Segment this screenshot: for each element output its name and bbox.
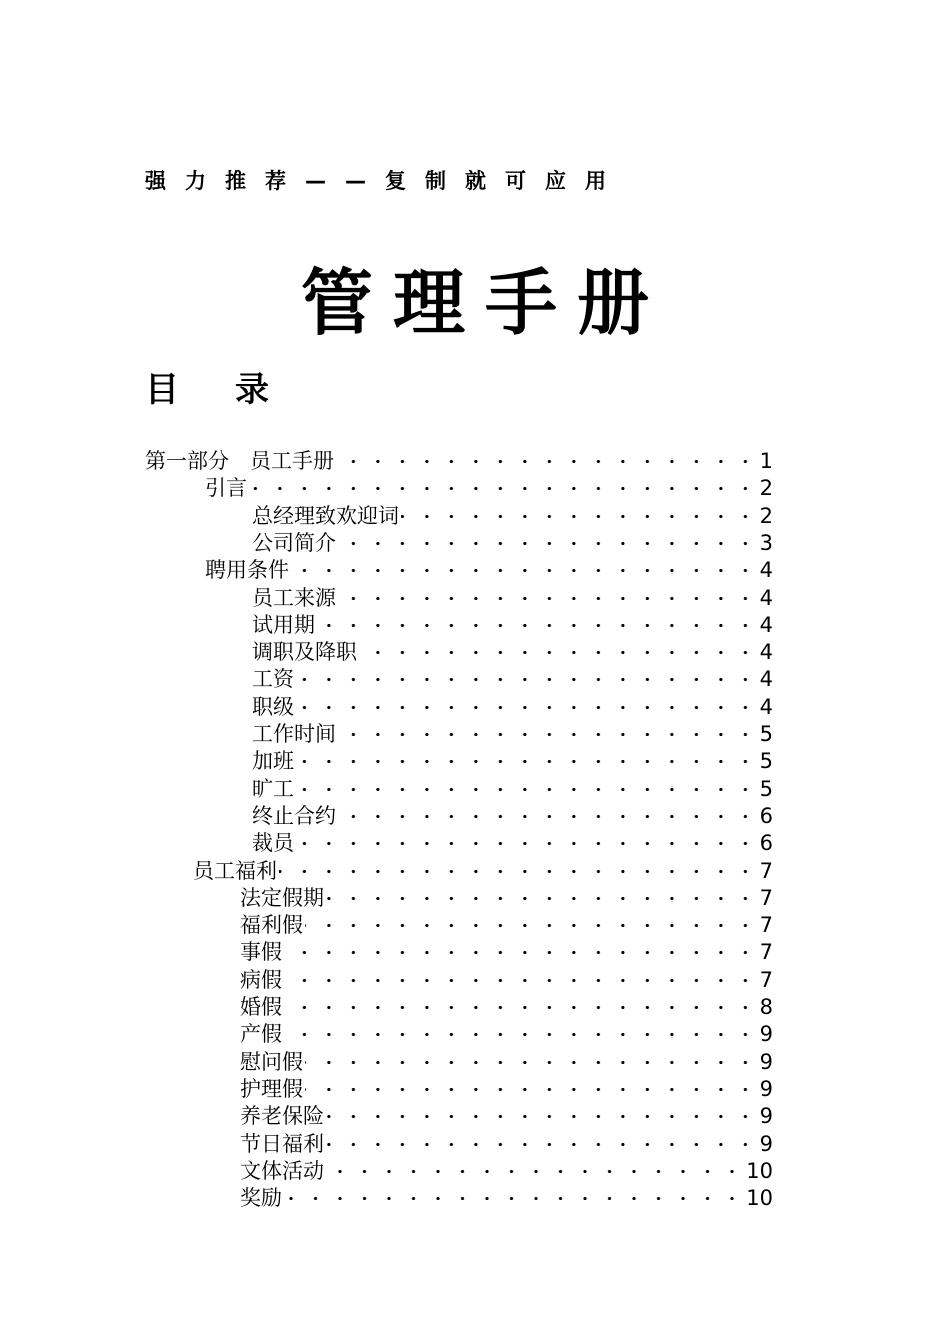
toc-dot-leader — [291, 557, 758, 584]
toc-dot-leader — [326, 1131, 758, 1158]
toc-entry[interactable] — [252, 803, 773, 830]
toc-dot-leader — [326, 1158, 744, 1185]
toc-entry[interactable] — [252, 612, 773, 639]
toc-entry-page-number: 4 — [759, 640, 773, 664]
toc-entry[interactable] — [252, 503, 773, 530]
toc-entry-page-number: 9 — [759, 1050, 773, 1074]
toc-dot-leader — [296, 748, 758, 775]
toc-entry[interactable] — [252, 694, 773, 721]
toc-entry[interactable] — [240, 1103, 773, 1130]
toc-dot-leader — [336, 448, 758, 475]
toc-dot-leader — [326, 1103, 758, 1130]
toc-entry-label: 文体活动 — [240, 1159, 324, 1183]
toc-entry-label: 引言 — [205, 476, 247, 500]
toc-entry[interactable] — [252, 639, 773, 666]
toc-dot-leader — [249, 475, 758, 502]
toc-entry[interactable] — [240, 967, 773, 994]
toc-entry-label: 法定假期 — [240, 886, 324, 910]
toc-dot-leader — [338, 803, 758, 830]
toc-entry[interactable] — [252, 748, 773, 775]
toc-dot-leader — [296, 666, 758, 693]
toc-dot-leader — [338, 530, 758, 557]
toc-entry-page-number: 6 — [759, 831, 773, 855]
toc-dot-leader — [317, 612, 758, 639]
toc-entry-label: 工资 — [252, 667, 294, 691]
toc-entry-label: 病假 — [240, 968, 282, 992]
toc-entry-page-number: 2 — [759, 504, 773, 528]
toc-dot-leader — [338, 721, 758, 748]
toc-entry-page-number: 7 — [759, 913, 773, 937]
toc-dot-leader — [401, 503, 758, 530]
toc-dot-leader — [284, 1021, 758, 1048]
toc-entry[interactable] — [240, 885, 773, 912]
toc-entry[interactable] — [240, 1185, 773, 1212]
toc-entry-label: 公司简介 — [252, 531, 336, 555]
toc-entry-label: 福利假 — [240, 913, 303, 937]
toc-entry[interactable] — [252, 776, 773, 803]
toc-dot-leader — [284, 1185, 744, 1212]
toc-entry-page-number: 1 — [759, 449, 773, 473]
toc-entry-label: 员工福利 — [193, 859, 277, 883]
toc-entry[interactable] — [240, 1076, 773, 1103]
toc-entry-label: 调职及降职 — [252, 640, 357, 664]
toc-dot-leader — [305, 912, 758, 939]
toc-entry-label: 试用期 — [252, 613, 315, 637]
toc-dot-leader — [284, 994, 758, 1021]
toc-dot-leader — [296, 694, 758, 721]
toc-entry-label: 养老保险 — [240, 1104, 324, 1128]
toc-entry-page-number: 4 — [759, 586, 773, 610]
page-title: 管理手册 — [300, 261, 669, 345]
toc-dot-leader — [305, 1076, 758, 1103]
toc-entry[interactable] — [252, 530, 773, 557]
toc-heading: 目录 — [145, 370, 325, 410]
toc-entry-label: 终止合约 — [252, 804, 336, 828]
banner-text: 强力推荐——复制就可应用 — [145, 169, 625, 193]
toc-entry-page-number: 4 — [759, 613, 773, 637]
toc-entry-label: 加班 — [252, 749, 294, 773]
toc-entry-label: 聘用条件 — [205, 558, 289, 582]
toc-entry[interactable] — [252, 666, 773, 693]
toc-entry[interactable] — [193, 858, 773, 885]
toc-entry-label: 第一部分 员工手册 — [145, 449, 334, 473]
toc-entry-label: 旷工 — [252, 777, 294, 801]
toc-entry-page-number: 4 — [759, 695, 773, 719]
toc-entry-label: 产假 — [240, 1022, 282, 1046]
toc-entry-page-number: 9 — [759, 1022, 773, 1046]
toc-entry-page-number: 4 — [759, 558, 773, 582]
toc-entry[interactable] — [252, 585, 773, 612]
toc-entry-page-number: 3 — [759, 531, 773, 555]
toc-entry[interactable] — [252, 721, 773, 748]
toc-dot-leader — [284, 967, 758, 994]
toc-entry-label: 节日福利 — [240, 1132, 324, 1156]
toc-entry-page-number: 5 — [759, 749, 773, 773]
toc-entry-label: 婚假 — [240, 995, 282, 1019]
toc-entry[interactable] — [205, 475, 773, 502]
toc-entry-page-number: 5 — [759, 777, 773, 801]
toc-entry-page-number: 7 — [759, 886, 773, 910]
toc-entry-label: 员工来源 — [252, 586, 336, 610]
toc-dot-leader — [284, 939, 758, 966]
toc-dot-leader — [279, 858, 758, 885]
toc-dot-leader — [296, 776, 758, 803]
toc-entry-page-number: 7 — [759, 968, 773, 992]
toc-entry-page-number: 7 — [759, 859, 773, 883]
toc-entry[interactable] — [240, 939, 773, 966]
toc-entry[interactable] — [145, 448, 773, 475]
toc-entry-page-number: 2 — [759, 476, 773, 500]
toc-entry[interactable] — [240, 912, 773, 939]
toc-entry-label: 护理假 — [240, 1077, 303, 1101]
toc-entry-page-number: 10 — [746, 1186, 773, 1210]
toc-entry-page-number: 7 — [759, 940, 773, 964]
toc-entry-label: 慰问假 — [240, 1050, 303, 1074]
toc-dot-leader — [296, 830, 758, 857]
toc-entry-page-number: 9 — [759, 1104, 773, 1128]
toc-entry[interactable] — [205, 557, 773, 584]
toc-entry[interactable] — [240, 1049, 773, 1076]
toc-entry[interactable] — [240, 1131, 773, 1158]
toc-entry-page-number: 6 — [759, 804, 773, 828]
toc-entry-page-number: 8 — [759, 995, 773, 1019]
toc-entry-page-number: 9 — [759, 1132, 773, 1156]
toc-entry-page-number: 10 — [746, 1159, 773, 1183]
toc-entry[interactable] — [240, 1158, 773, 1185]
toc-dot-leader — [359, 639, 758, 666]
toc-entry-page-number: 9 — [759, 1077, 773, 1101]
toc-dot-leader — [326, 885, 758, 912]
toc-entry-label: 奖励 — [240, 1186, 282, 1210]
toc-entry-label: 总经理致欢迎词 — [252, 504, 399, 528]
toc-entry-label: 职级 — [252, 695, 294, 719]
toc-entry[interactable] — [240, 994, 773, 1021]
toc-entry-page-number: 5 — [759, 722, 773, 746]
toc-entry-label: 事假 — [240, 940, 282, 964]
toc-entry[interactable] — [240, 1021, 773, 1048]
toc-entry[interactable] — [252, 830, 773, 857]
toc-entry-label: 工作时间 — [252, 722, 336, 746]
toc-entry-label: 裁员 — [252, 831, 294, 855]
toc-dot-leader — [338, 585, 758, 612]
toc-dot-leader — [305, 1049, 758, 1076]
toc-entry-page-number: 4 — [759, 667, 773, 691]
